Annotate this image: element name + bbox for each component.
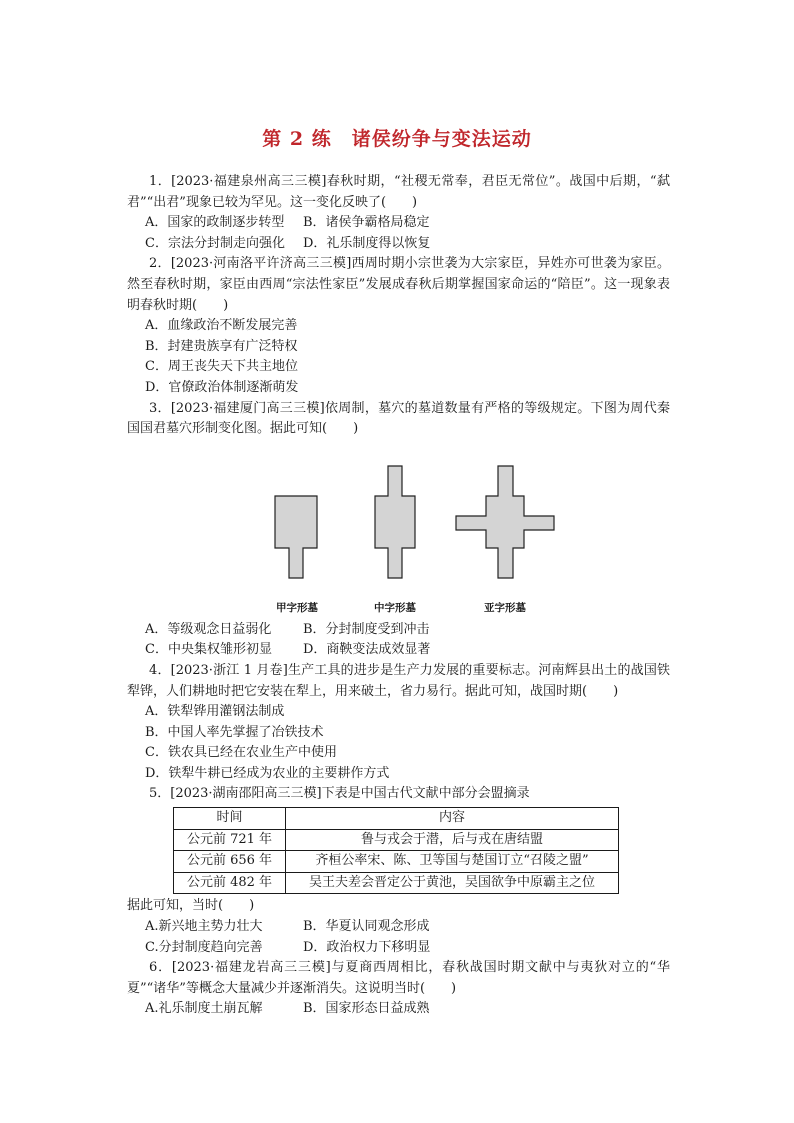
figure-label-jia: 甲字形墓 xyxy=(276,601,318,614)
zhong-shaped-tomb xyxy=(375,466,415,578)
q4-option-d[interactable]: D．铁犁牛耕已经成为农业的主要耕作方式 xyxy=(145,765,390,781)
tomb-shapes-svg xyxy=(127,446,670,596)
q3-option-a[interactable]: A．等级观念日益弱化 xyxy=(145,621,272,637)
q1-option-d[interactable]: D．礼乐制度得以恢复 xyxy=(303,235,431,251)
question-3-stem: 3．[2023·福建厦门高三三模]依周制，墓穴的墓道数量有严格的等级规定。下图为周代秦国国君墓穴形制变化图。据此可知( ) xyxy=(127,400,670,437)
question-5-prompt: 据此可知，当时( ) xyxy=(127,898,255,914)
q3-option-d[interactable]: D．商鞅变法成效显著 xyxy=(303,642,431,658)
question-4-stem: 4．[2023·浙江 1 月卷]生产工具的进步是生产力发展的重要标志。河南辉县出土的战国铁犁铧，人们耕地时把它安装在犁上，用来破土，省力易行。据此可知，战国时期( ) xyxy=(127,662,670,699)
figure-label-ya: 亚字形墓 xyxy=(484,601,526,614)
q5-option-b[interactable]: B．华夏认同观念形成 xyxy=(303,919,430,935)
q1-option-a[interactable]: A．国家的政制逐步转型 xyxy=(145,215,285,231)
tomb-shapes-figure xyxy=(127,446,670,616)
table-cell-content: 齐桓公率宋、陈、卫等国与楚国订立“召陵之盟” xyxy=(286,851,619,873)
question-3-options-row-1 xyxy=(127,620,670,641)
table-cell-time: 公元前 482 年 xyxy=(174,872,286,894)
alliance-table xyxy=(173,807,619,894)
q1-option-c[interactable]: C．宗法分封制走向强化 xyxy=(145,235,285,251)
q3-option-c[interactable]: C．中央集权雏形初显 xyxy=(145,642,272,658)
q4-option-c[interactable]: C．铁农具已经在农业生产中使用 xyxy=(145,745,337,761)
question-5-options-row-1 xyxy=(127,917,670,938)
question-2-stem: 2．[2023·河南洛平许济高三三模]西周时期小宗世袭为大宗家臣，异姓亦可世袭为家臣。然至春秋时期，家臣由西周“宗法性家臣”发展成春秋后期掌握国家命运的“陪臣”。这一现象表明春秋时期( ) xyxy=(127,256,670,313)
q2-option-d[interactable]: D．官僚政治体制逐渐萌发 xyxy=(145,379,299,395)
table-header-row xyxy=(174,808,619,830)
q6-option-b[interactable]: B．国家形态日益成熟 xyxy=(303,1001,430,1017)
table-cell-content: 吴王夫差会晋定公于黄池，吴国欲争中原霸主之位 xyxy=(286,872,619,894)
question-list xyxy=(127,172,670,1020)
q4-option-a[interactable]: A．铁犁铧用灌钢法制成 xyxy=(145,704,285,720)
question-6-options-row-1 xyxy=(127,999,670,1020)
question-5-stem: 5．[2023·湖南邵阳高三三模]下表是中国古代文献中部分会盟摘录 xyxy=(149,786,530,802)
q4-option-b[interactable]: B．中国人率先掌握了冶铁技术 xyxy=(145,724,324,740)
table-row xyxy=(174,829,619,851)
table-row xyxy=(174,872,619,894)
table-header-time: 时间 xyxy=(174,808,286,830)
question-6-stem: 6．[2023·福建龙岩高三三模]与夏商西周相比，春秋战国时期文献中与夷狄对立的“华夏”“诸华”等概念大量减少并逐渐消失。这说明当时( ) xyxy=(127,960,670,996)
ya-shaped-tomb xyxy=(456,466,554,578)
jia-shaped-tomb xyxy=(275,496,317,578)
question-1-stem: 1．[2023·福建泉州高三三模]春秋时期，“社稷无常奉，君臣无常位”。战国中后期，“弑君”“出君”现象已较为罕见。这一变化反映了( ) xyxy=(127,174,670,210)
q5-option-d[interactable]: D．政治权力下移明显 xyxy=(303,939,431,955)
q2-option-a[interactable]: A．血缘政治不断发展完善 xyxy=(145,318,298,334)
figure-label-zhong: 中字形墓 xyxy=(374,601,416,614)
question-3-options-row-2 xyxy=(127,640,670,661)
question-5-options-row-2 xyxy=(127,938,670,959)
table-header-content: 内容 xyxy=(286,808,619,830)
q5-option-c[interactable]: C.分封制度趋向完善 xyxy=(145,939,263,955)
table-row xyxy=(174,851,619,873)
question-1-options-row-1 xyxy=(127,213,670,234)
table-cell-time: 公元前 656 年 xyxy=(174,851,286,873)
q2-option-c[interactable]: C．周王丧失天下共主地位 xyxy=(145,359,298,375)
q6-option-a[interactable]: A.礼乐制度土崩瓦解 xyxy=(145,1001,263,1017)
q3-option-b[interactable]: B．分封制度受到冲击 xyxy=(303,621,430,637)
q5-option-a[interactable]: A.新兴地主势力壮大 xyxy=(145,919,263,935)
page-title: 第 2 练 诸侯纷争与变法运动 xyxy=(262,128,532,150)
table-cell-content: 鲁与戎会于潜，后与戎在唐结盟 xyxy=(286,829,619,851)
q2-option-b[interactable]: B．封建贵族享有广泛特权 xyxy=(145,338,298,354)
q1-option-b[interactable]: B．诸侯争霸格局稳定 xyxy=(303,215,430,231)
question-1-options-row-2 xyxy=(127,234,670,255)
table-cell-time: 公元前 721 年 xyxy=(174,829,286,851)
